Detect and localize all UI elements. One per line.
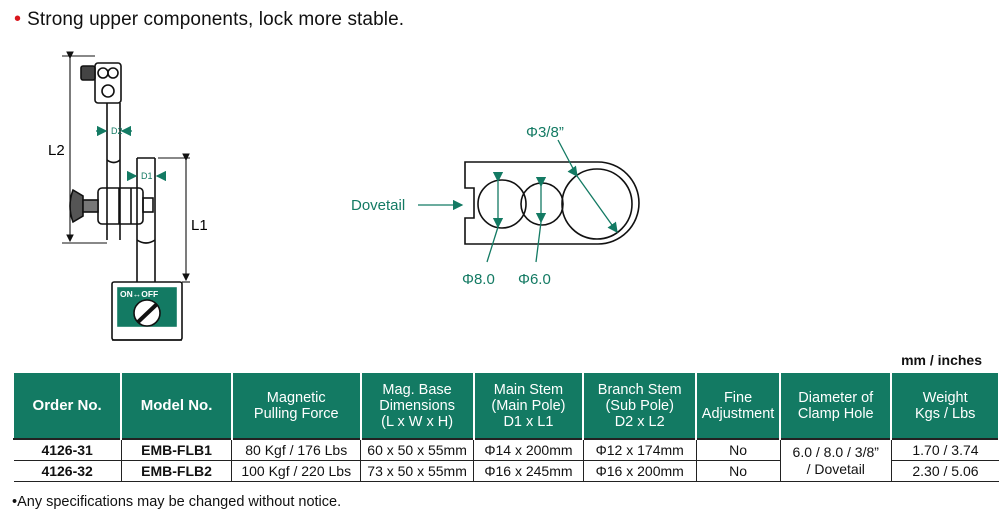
order-no-cell: 4126-32 — [14, 461, 122, 482]
l1-label: L1 — [191, 217, 208, 234]
units-label: mm / inches — [901, 352, 982, 368]
d1-label: D1 — [141, 171, 153, 181]
spec-table — [13, 372, 1000, 482]
weight-cell: 1.70 / 3.74 — [891, 439, 999, 461]
clamp-hole-cell: 6.0 / 8.0 / 3/8” / Dovetail — [780, 439, 891, 482]
table-header-row — [14, 373, 1000, 440]
l2-label: L2 — [48, 142, 65, 159]
table-row — [14, 439, 1000, 461]
dovetail-label: Dovetail — [351, 197, 406, 214]
on-off-label: ON↔OFF — [120, 289, 159, 299]
l2-dimension — [62, 56, 107, 243]
header-base-dimensions: Mag. Base Dimensions (L x W x H) — [361, 373, 474, 440]
d2-label: D2 — [111, 126, 123, 136]
header-model-no: Model No. — [121, 373, 232, 440]
footnote-text: Any specifications may be changed without notice. — [17, 494, 342, 510]
header-branch-stem: Branch Stem (Sub Pole) D2 x L2 — [583, 373, 696, 440]
footnote: •Any specifications may be changed without notice. — [12, 494, 342, 510]
clamp-hole-drawing — [465, 162, 639, 244]
header-fine-adjustment: Fine Adjustment — [696, 373, 780, 440]
order-no-cell: 4126-31 — [14, 439, 122, 461]
model-no-cell: EMB-FLB2 — [121, 461, 232, 482]
dims-cell: 60 x 50 x 55mm — [361, 439, 474, 461]
bullet-dot: • — [14, 8, 22, 30]
header-magnetic-force: Magnetic Pulling Force — [232, 373, 361, 440]
header-weight: Weight Kgs / Lbs — [891, 373, 999, 440]
phi-8-label: Φ8.0 — [462, 271, 495, 288]
fine-adjust-cell: No — [696, 439, 780, 461]
header-order-no: Order No. — [14, 373, 122, 440]
weight-cell: 2.30 / 5.06 — [891, 461, 999, 482]
branch-stem-cell: Φ16 x 200mm — [583, 461, 696, 482]
phi-6-label: Φ6.0 — [518, 271, 551, 288]
main-stem-cell: Φ14 x 200mm — [474, 439, 584, 461]
model-no-cell: EMB-FLB1 — [121, 439, 232, 461]
force-cell: 80 Kgf / 176 Lbs — [232, 439, 361, 461]
force-cell: 100 Kgf / 220 Lbs — [232, 461, 361, 482]
header-main-stem: Main Stem (Main Pole) D1 x L1 — [474, 373, 584, 440]
branch-stem-cell: Φ12 x 174mm — [583, 439, 696, 461]
fine-adjust-cell: No — [696, 461, 780, 482]
phi-3-8-label: Φ3/8” — [526, 124, 564, 141]
dims-cell: 73 x 50 x 55mm — [361, 461, 474, 482]
header-clamp-hole: Diameter of Clamp Hole — [780, 373, 891, 440]
main-stem-cell: Φ16 x 245mm — [474, 461, 584, 482]
heading-text: Strong upper components, lock more stable. — [27, 9, 405, 30]
